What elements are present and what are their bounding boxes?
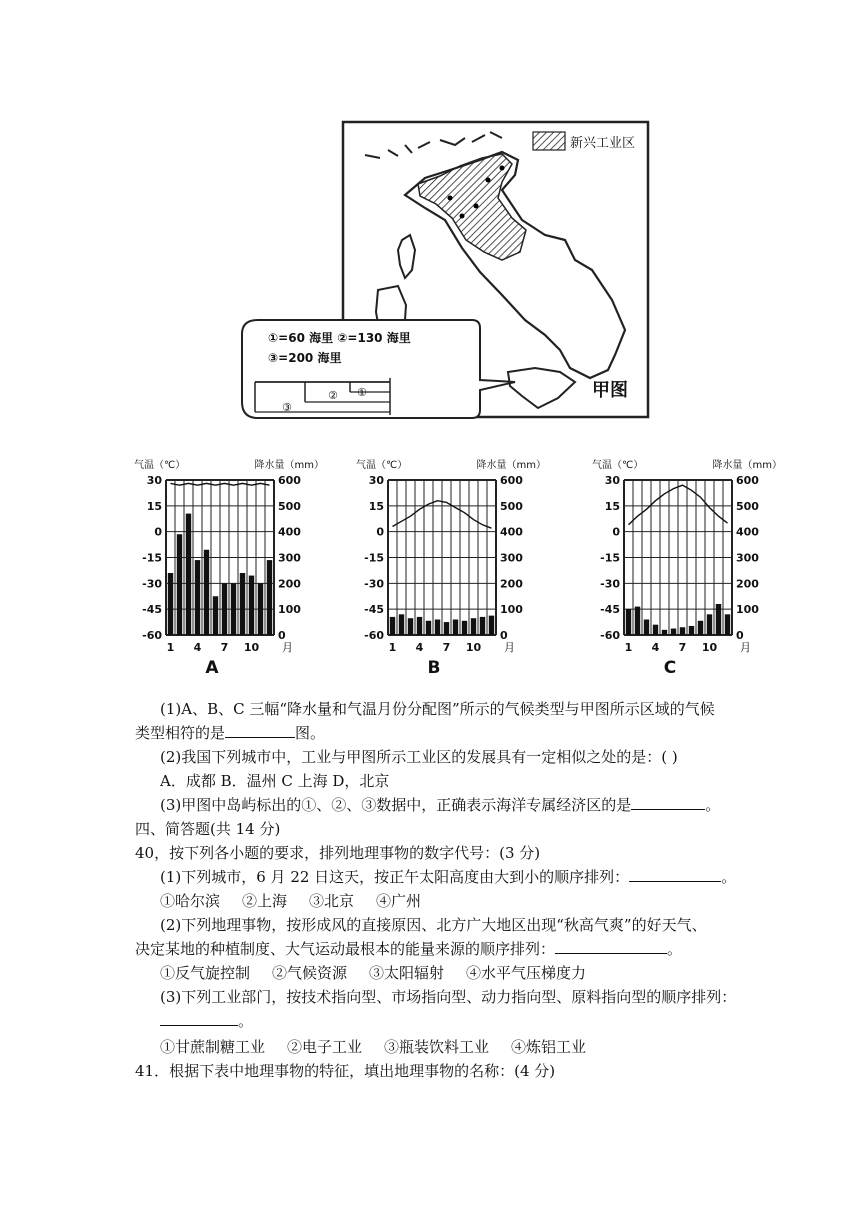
- month-tick-label: 4: [651, 641, 660, 654]
- climate-chart-a: [130, 455, 340, 685]
- q40-1-options: [160, 890, 443, 912]
- q39-3-answer-blank[interactable]: [631, 795, 705, 810]
- precip-bar: [426, 621, 431, 635]
- q40-2-option: ①反气旋控制: [160, 964, 251, 982]
- precip-tick-label: 200: [736, 577, 759, 591]
- precip-bar: [186, 514, 191, 635]
- temp-tick-label: 0: [154, 525, 162, 539]
- x-axis-unit: 月: [504, 641, 515, 654]
- month-tick-label: 10: [243, 641, 260, 654]
- q40-3-options: [160, 1036, 608, 1058]
- precip-bar: [653, 625, 658, 635]
- q40-1-suffix: 。: [721, 868, 737, 886]
- italy-map-figure: [240, 120, 650, 425]
- temp-tick-label: -15: [364, 551, 384, 565]
- temp-axis-label: 气温（℃）: [134, 460, 186, 471]
- temp-tick-label: -45: [600, 603, 620, 617]
- precip-tick-label: 600: [500, 474, 523, 487]
- climate-chart-a-svg: [130, 455, 340, 685]
- precip-tick-label: 0: [278, 629, 286, 642]
- precip-bar: [707, 614, 712, 635]
- precip-bar: [462, 621, 467, 635]
- temp-tick-label: -15: [142, 551, 162, 565]
- q39-2-options: A．成都 B．温州 C 上海 D，北京: [160, 772, 390, 790]
- temp-tick-label: -60: [142, 629, 162, 642]
- q40-1-answer-blank[interactable]: [629, 867, 721, 882]
- q40-3-option: ①甘蔗制糖工业: [160, 1038, 266, 1056]
- precip-axis-label: 降水量（mm）: [476, 460, 546, 471]
- temp-tick-label: 30: [146, 474, 162, 487]
- month-tick-label: 1: [166, 641, 175, 654]
- precip-bar: [258, 583, 263, 635]
- temp-tick-label: -30: [600, 577, 620, 591]
- precip-bar: [399, 614, 404, 635]
- section-4-heading: 四、简答题(共 14 分): [135, 820, 281, 838]
- temp-axis-label: 气温（℃）: [592, 460, 644, 471]
- chart-letter: C: [663, 658, 677, 678]
- precip-bar: [195, 560, 200, 635]
- q40-3-answer-blank[interactable]: [160, 1011, 238, 1026]
- temp-tick-label: -45: [142, 603, 162, 617]
- precip-tick-label: 400: [736, 525, 759, 539]
- q40-heading: 40，按下列各小题的要求，排列地理事物的数字代号：(3 分): [135, 844, 541, 862]
- zone-marker-1: ①: [357, 386, 367, 399]
- precip-tick-label: 300: [500, 551, 523, 565]
- precip-bar: [408, 618, 413, 635]
- month-tick-label: 4: [415, 641, 424, 654]
- q40-2-suffix: 。: [667, 940, 683, 958]
- precip-bar: [168, 573, 173, 635]
- precip-tick-label: 400: [278, 525, 301, 539]
- precip-bar: [267, 560, 272, 635]
- month-tick-label: 4: [193, 641, 202, 654]
- precip-tick-label: 300: [278, 551, 301, 565]
- precip-bar: [716, 604, 721, 635]
- temp-tick-label: 0: [376, 525, 384, 539]
- temp-tick-label: -60: [364, 629, 384, 642]
- q40-2-line1: (2)下列地理事物，按形成风的直接原因、北方广大地区出现“秋高气爽”的好天气、: [160, 916, 707, 934]
- precip-tick-label: 100: [278, 603, 301, 617]
- precip-bar: [435, 620, 440, 636]
- legend-label: 新兴工业区: [570, 136, 636, 151]
- q40-3-line2: [160, 1010, 253, 1032]
- q40-1-option: ①哈尔滨: [160, 892, 221, 910]
- climate-chart-c: [588, 455, 798, 685]
- q40-3-suffix: 。: [238, 1012, 254, 1030]
- zone-marker-3: ③: [282, 401, 292, 414]
- temp-tick-label: 0: [612, 525, 620, 539]
- precip-bar: [680, 627, 685, 635]
- q40-3-option: ③瓶装饮料工业: [384, 1038, 490, 1056]
- q39-1-text: 类型相符的是: [135, 724, 226, 742]
- precip-tick-label: 200: [500, 577, 523, 591]
- month-tick-label: 7: [220, 641, 229, 654]
- temp-tick-label: 15: [146, 499, 162, 513]
- precip-bar: [453, 620, 458, 636]
- precip-tick-label: 0: [500, 629, 508, 642]
- precip-bar: [644, 620, 649, 636]
- precip-bar: [213, 596, 218, 635]
- q39-3: [160, 794, 720, 816]
- precip-tick-label: 200: [278, 577, 301, 591]
- precip-tick-label: 300: [736, 551, 759, 565]
- precip-bar: [240, 573, 245, 635]
- q40-3-line1: (3)下列工业部门，按技术指向型、市场指向型、动力指向型、原料指向型的顺序排列：: [160, 988, 737, 1006]
- climate-charts: [130, 455, 810, 685]
- temp-tick-label: -60: [600, 629, 620, 642]
- temp-tick-label: 15: [368, 499, 384, 513]
- q39-1-line1: (1)A、B、C 三幅“降水量和气温月份分配图”所示的气候类型与甲图所示区域的气候: [160, 700, 715, 718]
- precip-bar: [662, 630, 667, 635]
- q39-1-line2: [135, 722, 325, 744]
- month-tick-label: 10: [701, 641, 718, 654]
- q40-1: [160, 866, 736, 888]
- month-tick-label: 7: [678, 641, 687, 654]
- month-tick-label: 10: [465, 641, 482, 654]
- precip-tick-label: 400: [500, 525, 523, 539]
- temp-tick-label: 30: [368, 474, 384, 487]
- zone-marker-2: ②: [328, 389, 338, 402]
- temp-tick-label: -15: [600, 551, 620, 565]
- climate-chart-b-svg: [352, 455, 562, 685]
- q39-2: (2)我国下列城市中，工业与甲图所示工业区的发展具有一定相似之处的是：( ): [160, 748, 678, 766]
- precip-bar: [626, 609, 631, 635]
- precip-tick-label: 0: [736, 629, 744, 642]
- q41-heading: 41．根据下表中地理事物的特征，填出地理事物的名称：(4 分): [135, 1062, 556, 1080]
- q39-3-suffix: 。: [705, 796, 721, 814]
- temp-tick-label: 15: [604, 499, 620, 513]
- temp-tick-label: -30: [142, 577, 162, 591]
- month-tick-label: 1: [624, 641, 633, 654]
- precip-bar: [471, 618, 476, 635]
- temp-tick-label: 30: [604, 474, 620, 487]
- precip-tick-label: 100: [500, 603, 523, 617]
- climate-chart-c-svg: [588, 455, 798, 685]
- q40-2-option: ④水平气压梯度力: [466, 964, 587, 982]
- q40-2-answer-blank[interactable]: [555, 939, 667, 954]
- precip-bar: [725, 614, 730, 635]
- q40-1-option: ②上海: [242, 892, 288, 910]
- precip-bar: [480, 617, 485, 635]
- precip-tick-label: 100: [736, 603, 759, 617]
- precip-bar: [689, 626, 694, 635]
- scale-legend-line1: ①=60 海里 ②=130 海里: [268, 331, 411, 345]
- precip-bar: [177, 534, 182, 635]
- climate-chart-b: [352, 455, 562, 685]
- q40-1-option: ④广州: [376, 892, 422, 910]
- q39-3-text: (3)甲图中岛屿标出的①、②、③数据中，正确表示海洋专属经济区的是: [160, 796, 632, 814]
- precip-bar: [671, 629, 676, 635]
- q39-1-suffix: 图。: [295, 724, 326, 742]
- precip-bar: [204, 550, 209, 635]
- q40-1-text: (1)下列城市，6 月 22 日这天，按正午太阳高度由大到小的顺序排列：: [160, 868, 630, 886]
- legend-swatch: [533, 132, 565, 150]
- q40-2-line2: [135, 938, 682, 960]
- q40-2-option: ②气候资源: [272, 964, 348, 982]
- precip-bar: [444, 622, 449, 635]
- q40-2-option: ③太阳辐射: [369, 964, 445, 982]
- precip-bar: [417, 617, 422, 635]
- precip-bar: [698, 621, 703, 635]
- month-tick-label: 7: [442, 641, 451, 654]
- month-tick-label: 1: [388, 641, 397, 654]
- precip-bar: [489, 616, 494, 635]
- x-axis-unit: 月: [740, 641, 751, 654]
- chart-letter: A: [205, 658, 219, 678]
- q40-3-option: ④炼铝工业: [511, 1038, 587, 1056]
- precip-bar: [635, 607, 640, 635]
- precip-tick-label: 500: [500, 499, 523, 513]
- precip-axis-label: 降水量（mm）: [712, 460, 782, 471]
- map-title: 甲图: [592, 380, 628, 401]
- precip-axis-label: 降水量（mm）: [254, 460, 324, 471]
- precip-bar: [222, 583, 227, 635]
- q40-2-text: 决定某地的种植制度、大气运动最根本的能量来源的顺序排列：: [135, 940, 556, 958]
- precip-tick-label: 600: [736, 474, 759, 487]
- q39-1-answer-blank[interactable]: [225, 723, 295, 738]
- precip-bar: [231, 583, 236, 635]
- scale-legend-line2: ③=200 海里: [268, 351, 342, 365]
- temp-tick-label: -30: [364, 577, 384, 591]
- precip-bar: [249, 576, 254, 635]
- q40-3-option: ②电子工业: [287, 1038, 363, 1056]
- precip-bar: [390, 617, 395, 635]
- precip-tick-label: 500: [278, 499, 301, 513]
- precip-tick-label: 500: [736, 499, 759, 513]
- precip-tick-label: 600: [278, 474, 301, 487]
- x-axis-unit: 月: [282, 641, 293, 654]
- temp-axis-label: 气温（℃）: [356, 460, 408, 471]
- q40-2-options: [160, 962, 608, 984]
- italy-map: [240, 120, 650, 425]
- chart-letter: B: [427, 658, 441, 678]
- temp-tick-label: -45: [364, 603, 384, 617]
- q40-1-option: ③北京: [309, 892, 355, 910]
- temperature-line: [171, 483, 270, 485]
